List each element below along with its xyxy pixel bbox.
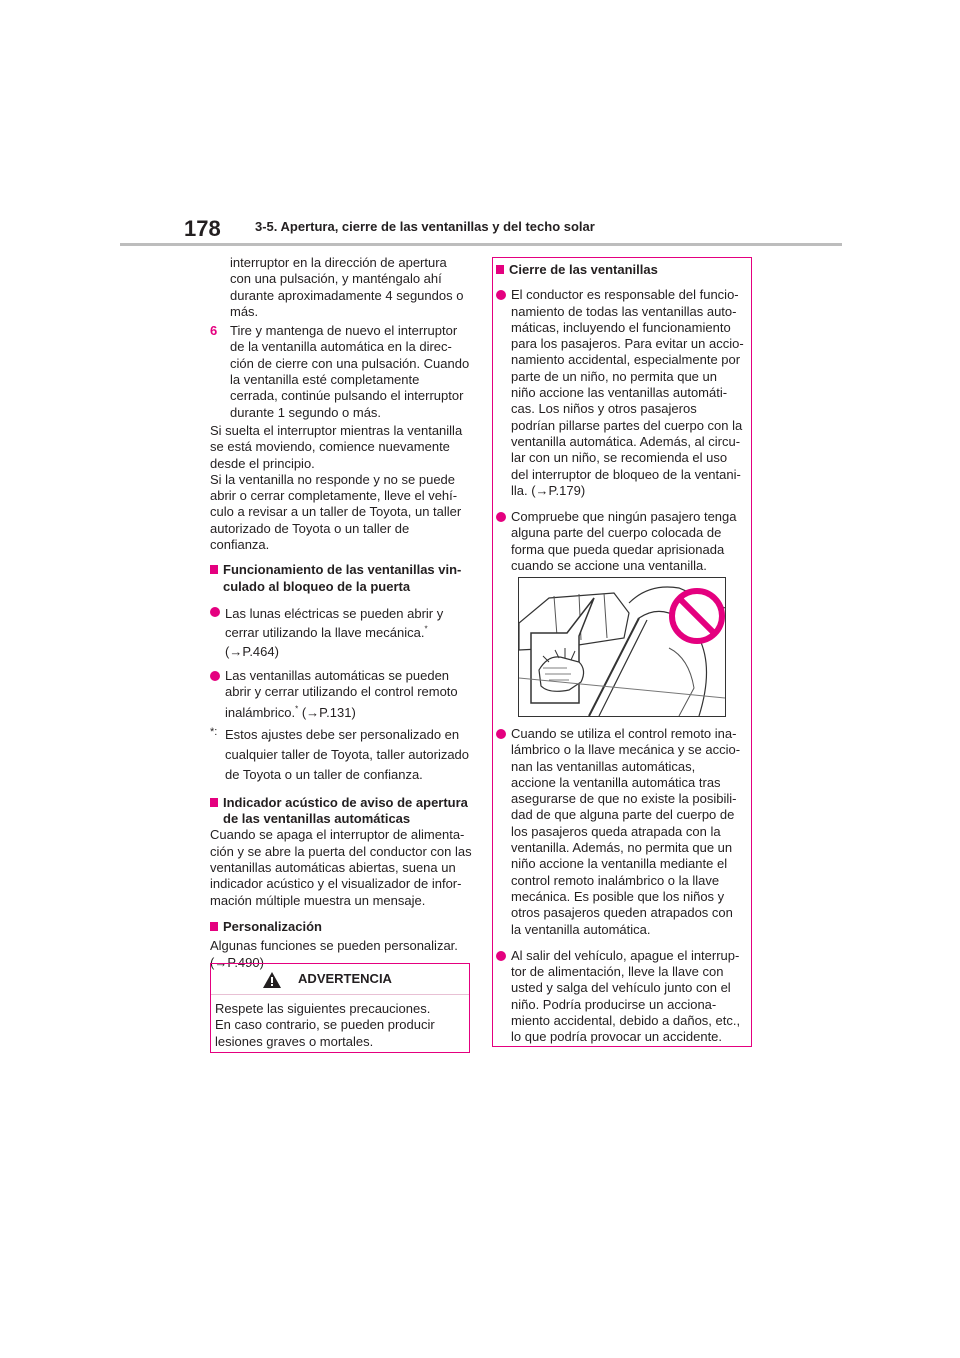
text-line: Si suelta el interruptor mientras la ventanilla <box>210 422 463 438</box>
retry-paragraph <box>210 423 472 553</box>
round-bullet-icon <box>210 607 220 617</box>
text-line: ventanilla automática. Además, al circu- <box>511 433 741 449</box>
heading-line: culado al bloqueo de la puerta <box>223 578 411 594</box>
text-line: más. <box>230 303 259 319</box>
text-line: namiento accidental, especialmente por <box>511 352 741 368</box>
text-line: nan las ventanillas automáticas, <box>511 758 696 774</box>
heading-line: Cierre de las ventanillas <box>509 262 658 277</box>
text-line: Algunas funciones se pueden personalizar. <box>210 938 458 954</box>
prohibition-icon <box>672 591 722 641</box>
text-line: ventanillas automáticas abiertas, suena un <box>210 860 456 876</box>
footnote <box>210 725 472 785</box>
text-line: lesiones graves o mortales. <box>215 1033 374 1049</box>
text-line: del interruptor de bloqueo de la ventani- <box>511 466 741 482</box>
list-item <box>496 726 746 938</box>
footnote-mark: *: <box>210 725 218 738</box>
window-pinch-illustration <box>518 577 726 717</box>
window-pinch-drawing <box>519 578 725 716</box>
text-line: lar con un niño, se recomienda el uso <box>511 450 728 466</box>
text-line: desde el principio. <box>210 455 315 471</box>
text-line: Tire y mantenga de nuevo el interruptor <box>230 323 458 339</box>
warning-title: ADVERTENCIA <box>298 971 392 986</box>
heading-line: Funcionamiento de las ventanillas vin- <box>223 562 462 578</box>
text-line: ventanilla. Además, no permita que un <box>511 840 733 856</box>
heading-line: Personalización <box>223 918 322 934</box>
text-line: Cuando se utiliza el control remoto ina- <box>511 726 737 741</box>
text-line: (→P.490) <box>210 954 264 970</box>
section-heading <box>210 919 472 935</box>
text-line: cas. Los niños y otros pasajeros <box>511 401 697 417</box>
step-6 <box>210 323 472 421</box>
footnote-marker: * <box>424 624 428 634</box>
text-line: abrir o cerrar completamente, lleve el vehí- <box>210 488 458 504</box>
text-line: culo a revisar a un taller de Toyota, un taller <box>210 504 462 520</box>
list-item <box>210 604 472 661</box>
text-line: podrían pillarse partes del cuerpo con la <box>511 417 743 433</box>
paragraph <box>210 827 472 908</box>
text-line: ción de cierre con una pulsación. Cuando <box>230 355 470 371</box>
text-line: durante aproximadamente 4 segundos o <box>230 287 464 303</box>
round-bullet-icon <box>496 290 506 300</box>
text-line: lo que podría provocar un accidente. <box>511 1029 723 1045</box>
text-line: lámbrico o la llave mecánica y se accio- <box>511 742 741 758</box>
text-line: para los pasajeros. Para evitar un accio- <box>511 336 744 352</box>
page-reference: (→P.464) <box>225 643 279 659</box>
text-line: mecánica. Es posible que los niños y <box>511 888 725 904</box>
text-line: la ventanilla esté completamente <box>230 372 420 388</box>
round-bullet-icon <box>496 951 506 961</box>
text-line: abrir y cerrar utilizando el control remoto <box>225 684 458 700</box>
text-line: ción y se abre la puerta del conductor con las <box>210 843 472 859</box>
text-line: con una pulsación, y manténgalo ahí <box>230 271 442 287</box>
list-item <box>496 948 746 1046</box>
text-line: autorizado de Toyota o un taller de confianza. <box>210 520 410 553</box>
text-line: Si la ventanilla no responde y no se puede <box>210 471 456 487</box>
text-line: durante 1 segundo o más. <box>230 404 382 420</box>
text-line: Al salir del vehículo, apague el interrup- <box>511 947 740 963</box>
page-number: 178 <box>184 216 221 241</box>
list-item <box>496 287 746 499</box>
text-line: indicador acústico y el visualizador de infor- <box>210 876 462 892</box>
round-bullet-icon <box>496 512 506 522</box>
text-line: usted y salga del vehículo junto con el <box>511 980 731 996</box>
square-bullet-icon <box>210 565 218 574</box>
text-line: mación múltiple muestra un mensaje. <box>210 892 426 908</box>
section-heading <box>496 262 746 278</box>
section-heading <box>210 795 472 828</box>
header-rule <box>120 243 842 246</box>
text-line: interruptor en la dirección de apertura <box>230 255 447 270</box>
text-line: Respete las siguientes precauciones. <box>215 1001 431 1016</box>
text-line: Las ventanillas automáticas se pueden <box>225 667 450 683</box>
text-line: se está moviendo, comience nuevamente <box>210 439 450 455</box>
text-line: Cuando se apaga el interruptor de alimenta- <box>210 827 465 843</box>
text-line: Las lunas eléctricas se pueden abrir y <box>225 605 444 621</box>
text-segment: cerrar utilizando la llave mecánica. <box>225 624 425 640</box>
warning-body <box>211 995 469 1050</box>
left-column <box>210 255 472 971</box>
right-column <box>496 262 746 574</box>
text-line: dad de que alguna parte del cuerpo de <box>511 807 735 823</box>
round-bullet-icon <box>496 729 506 739</box>
text-line: lla. (→P.179) <box>511 482 586 498</box>
chapter-title: 3-5. Apertura, cierre de las ventanillas y del techo solar <box>255 219 595 234</box>
page-reference: (→P.131) <box>301 704 356 720</box>
section-heading <box>210 562 472 595</box>
round-bullet-icon <box>210 671 220 681</box>
footnote-marker: * <box>295 704 299 714</box>
text-line: parte de un niño, no permita que un <box>511 368 717 384</box>
warning-header <box>211 964 469 995</box>
text-line: asegurarse de que no existe la posibili- <box>511 791 737 807</box>
text-line <box>225 623 472 642</box>
square-bullet-icon <box>210 798 218 807</box>
text-line: cerrada, continúe pulsando el interruptor <box>230 388 464 404</box>
text-line: En caso contrario, se pueden producir <box>215 1017 435 1033</box>
text-line: máticas, incluyendo el funcionamiento <box>511 319 731 335</box>
text-line <box>225 705 472 721</box>
text-line: cuando se accione una ventanilla. <box>511 558 707 574</box>
text-line: miento accidental, debido a daños, etc., <box>511 1013 741 1029</box>
text-line: alguna parte del cuerpo colocada de <box>511 525 722 541</box>
text-line: El conductor es responsable del funcio- <box>511 287 739 303</box>
square-bullet-icon <box>210 922 218 931</box>
heading-line: de las ventanillas automáticas <box>223 811 411 827</box>
text-line: Estos ajustes debe ser personalizado en <box>225 726 460 742</box>
list-item <box>496 509 746 574</box>
text-line: accione la ventanilla automática tras <box>511 774 721 790</box>
text-line: control remoto inalámbrico o la llave <box>511 872 720 888</box>
text-line: los pasajeros queda atrapada con la <box>511 823 721 839</box>
heading-line: Indicador acústico de aviso de apertura <box>223 794 468 810</box>
text-line: namiento de todas las ventanillas auto- <box>511 303 737 319</box>
square-bullet-icon <box>496 265 504 274</box>
right-column-lower <box>496 726 746 1046</box>
text-line: de la ventanilla automática en la direc- <box>230 339 452 355</box>
continued-step <box>210 255 472 320</box>
step-number: 6 <box>210 323 218 339</box>
text-line: de Toyota o un taller de confianza. <box>225 766 423 782</box>
text-segment: inalámbrico. <box>225 704 296 720</box>
list-item <box>210 668 472 721</box>
text-line: niño accione la ventanilla mediante el <box>511 856 728 872</box>
text-line: forma que pueda quedar aprisionada <box>511 541 725 557</box>
text-line: otros pasajeros queden atrapados con <box>511 905 733 921</box>
text-line: Compruebe que ningún pasajero tenga <box>511 509 737 525</box>
text-line: niño accione las ventanillas automáti- <box>511 385 728 401</box>
text-line: niño. Podría producirse un acciona- <box>511 996 717 1012</box>
warning-box <box>210 963 470 1053</box>
text-line: tor de alimentación, lleve la llave con <box>511 964 724 980</box>
text-line: la ventanilla automática. <box>511 921 651 937</box>
text-line: cualquier taller de Toyota, taller autorizado <box>225 746 470 762</box>
